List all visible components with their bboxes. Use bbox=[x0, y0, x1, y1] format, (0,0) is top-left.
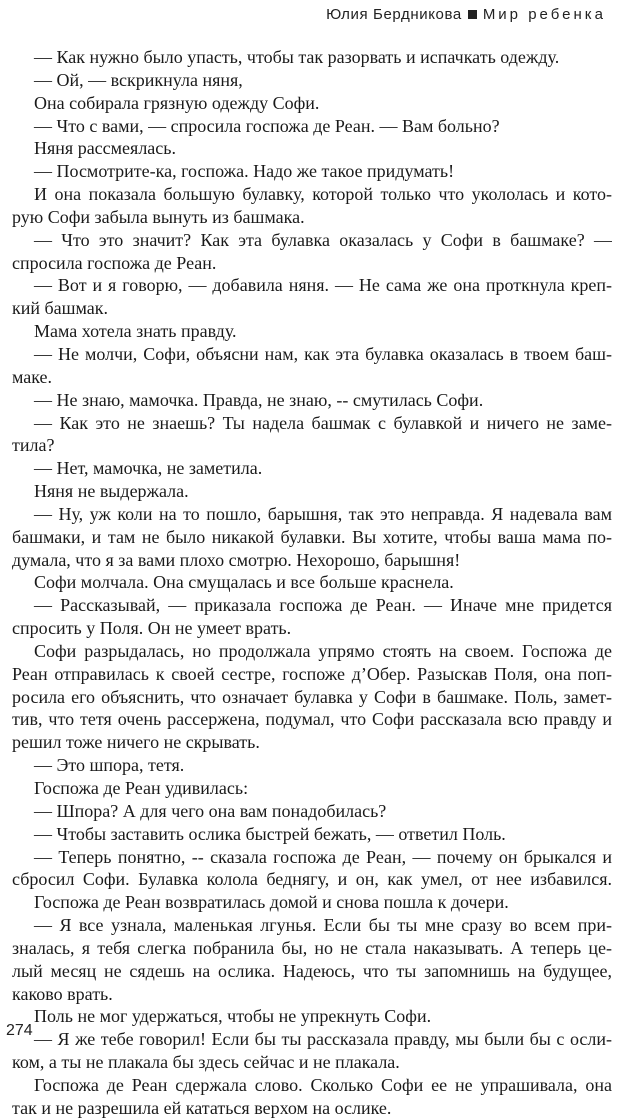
header-section-title: Мир ребенка bbox=[482, 6, 606, 23]
text-line: — Чтобы заставить ослика быстрей бежать, — ответил Поль. bbox=[34, 823, 506, 844]
text-line: росила его объяснить, что означает булавка у Софи в башмаке. Поль, замет- bbox=[12, 686, 612, 707]
text-line: — Шпора? А для чего она вам понадобилась? bbox=[34, 800, 387, 821]
text-line: — Рассказывай, — приказала госпожа де Реан. — Иначе мне придется bbox=[34, 595, 612, 616]
text-line: — Как это не знаешь? Ты надела башмак с булавкой и ничего не заме- bbox=[34, 412, 612, 433]
body-text bbox=[12, 46, 612, 1120]
text-line: — Посмотрите-ка, госпожа. Надо же такое придумать! bbox=[34, 161, 455, 182]
text-line: решил тоже ничего не скрывать. bbox=[12, 732, 260, 753]
text-line: Няня рассмеялась. bbox=[34, 138, 176, 159]
text-line: Реан отправилась к своей сестре, госпоже д’Обер. Разыскав Поля, она поп- bbox=[12, 663, 612, 684]
text-line: Поль не мог удержаться, чтобы не упрекнуть Софи. bbox=[34, 1006, 432, 1027]
text-line: Она собирала грязную одежду Софи. bbox=[34, 92, 320, 113]
text-line: зналась, я тебя слегка побранила бы, но не стала наказывать. А теперь це- bbox=[12, 937, 612, 958]
text-line: — Ой, — вскрикнула няня, bbox=[34, 69, 243, 90]
text-line: — Я же тебе говорил! Если бы ты рассказала правду, мы были бы с осли- bbox=[34, 1029, 612, 1050]
text-line: Софи разрыдалась, но продолжала упрямо стоять на своем. Госпожа де bbox=[34, 640, 612, 661]
text-line: — Это шпора, тетя. bbox=[34, 755, 185, 776]
text-line: Софи молчала. Она смущалась и все больше краснела. bbox=[34, 572, 454, 593]
text-line: — Теперь понятно, -- сказала госпожа де Реан, — почему он брыкался и bbox=[34, 846, 612, 867]
text-line: Няня не выдержала. bbox=[34, 481, 189, 502]
text-line: лый месяц не сядешь на ослика. Надеюсь, что ты запомнишь на будущее, bbox=[12, 960, 612, 981]
text-line: — Не молчи, Софи, объясни нам, как эта булавка оказалась в твоем баш- bbox=[34, 343, 612, 364]
text-line: тила? bbox=[12, 435, 55, 456]
text-line: спросить у Поля. Он не умеет врать. bbox=[12, 618, 292, 639]
text-line: Госпожа де Реан удивилась: bbox=[34, 778, 249, 798]
text-line: так и не разрешила ей кататься верхом на ослике. bbox=[12, 1097, 392, 1118]
text-line: — Ну, уж коли на то пошло, барышня, так это неправда. Я надевала вам bbox=[34, 503, 612, 524]
text-line: Мама хотела знать правду. bbox=[34, 321, 237, 342]
page-number: 274 bbox=[6, 1022, 33, 1039]
text-line: думала, что я за вами плохо смотрю. Нехорошо, барышня! bbox=[12, 549, 461, 570]
text-line: рую Софи забыла вынуть из башмака. bbox=[12, 206, 305, 227]
text-line: спросила госпожа де Реан. bbox=[12, 252, 217, 273]
header-author: Юлия Бердникова bbox=[326, 6, 462, 23]
text-line: — Что с вами, — спросила госпожа де Реан. — Вам больно? bbox=[34, 115, 500, 136]
text-line: кий башмак. bbox=[12, 298, 109, 319]
text-line: — Не знаю, мамочка. Правда, не знаю, -- смутилась Софи. bbox=[34, 389, 484, 410]
text-line: сбросил Софи. Булавка колола беднягу, и он, как умел, от нее избавился. bbox=[12, 869, 612, 890]
text-line: — Как нужно было упасть, чтобы так разорвать и испачкать одежду. bbox=[34, 47, 560, 67]
text-line: тив, что тетя очень рассержена, подумал, что Софи рассказала всю правду и bbox=[12, 709, 612, 730]
running-header bbox=[326, 6, 606, 23]
text-line: Госпожа де Реан возвратилась домой и снова пошла к дочери. bbox=[34, 892, 509, 913]
text-line: — Вот и я говорю, — добавила няня. — Не сама же она проткнула креп- bbox=[34, 275, 612, 296]
text-line: — Что это значит? Как эта булавка оказалась у Софи в башмаке? — bbox=[34, 229, 612, 250]
text-line: каково врать. bbox=[12, 983, 113, 1004]
separator-square-icon bbox=[468, 10, 477, 19]
text-line: Госпожа де Реан сдержала слово. Сколько Софи ее не упрашивала, она bbox=[34, 1074, 612, 1095]
text-line: маке. bbox=[12, 366, 53, 387]
text-line: — Я все узнала, маленькая лгунья. Если бы ты мне сразу во всем при- bbox=[34, 915, 612, 936]
text-line: башмаки, и там не было никакой булавки. Вы хотите, чтобы ваша мама по- bbox=[12, 526, 612, 547]
text-line: — Нет, мамочка, не заметила. bbox=[34, 458, 263, 479]
text-line: ком, а ты не плакала бы здесь сейчас и не плакала. bbox=[12, 1052, 400, 1073]
text-line: И она показала большую булавку, которой только что укололась и кото- bbox=[34, 184, 612, 205]
